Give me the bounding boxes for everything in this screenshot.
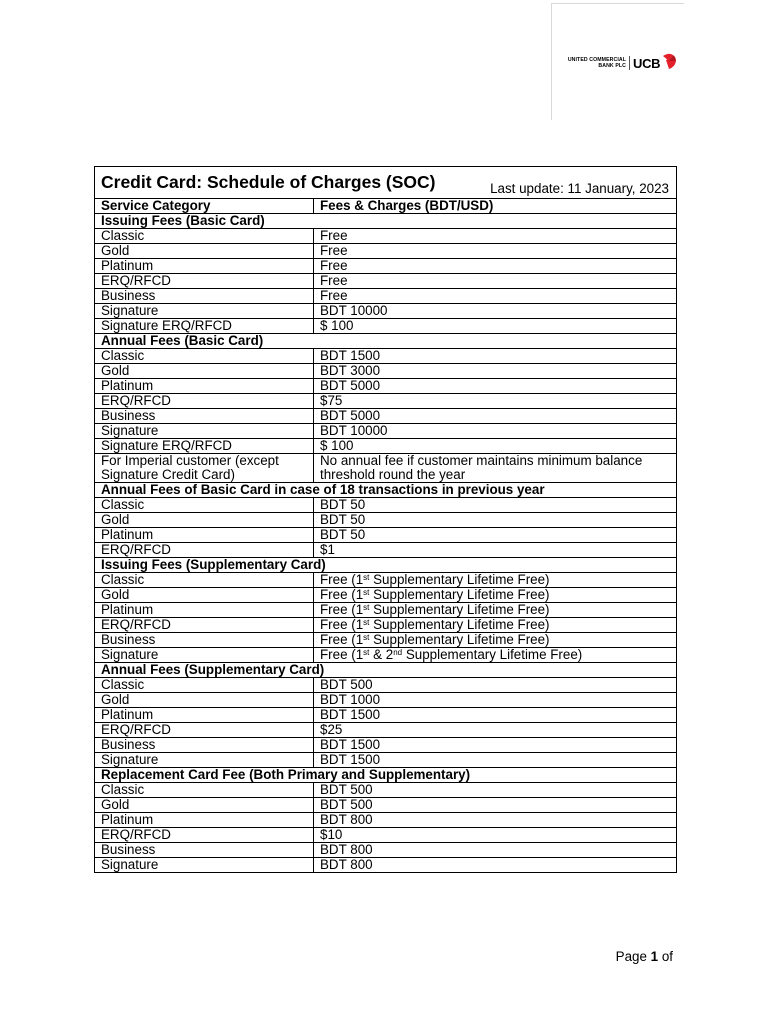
table-row: [95, 394, 677, 409]
fee-cell: BDT 50: [314, 528, 677, 543]
fee-cell: BDT 800: [314, 843, 677, 858]
header-rule-vertical: [551, 4, 552, 120]
section-heading: Annual Fees of Basic Card in case of 18 transactions in previous year: [95, 483, 677, 498]
table-row: [95, 424, 677, 439]
service-category-cell: ERQ/RFCD: [95, 723, 314, 738]
table-row: [95, 603, 677, 618]
service-category-cell: Signature: [95, 304, 314, 319]
fee-cell: BDT 1000: [314, 693, 677, 708]
service-category-cell: Platinum: [95, 259, 314, 274]
service-category-cell: Classic: [95, 498, 314, 513]
table-row: [95, 693, 677, 708]
fee-cell: $25: [314, 723, 677, 738]
service-category-cell: Classic: [95, 349, 314, 364]
fee-cell: Free: [314, 274, 677, 289]
service-category-cell: For Imperial customer (except Signature Credit Card): [95, 454, 314, 483]
table-row: [95, 798, 677, 813]
page-number: 1: [650, 949, 659, 964]
service-category-cell: Gold: [95, 364, 314, 379]
section-heading-row: [95, 334, 677, 349]
table-row: [95, 858, 677, 873]
table-row: [95, 828, 677, 843]
bank-name: UNITED COMMERCIAL BANK PLC: [567, 57, 626, 69]
service-category-cell: Platinum: [95, 708, 314, 723]
table-row: [95, 678, 677, 693]
service-category-cell: Business: [95, 738, 314, 753]
bank-logo: [553, 52, 685, 74]
section-heading-row: [95, 214, 677, 229]
service-category-cell: Signature: [95, 753, 314, 768]
page-footer: Page 1 of: [615, 949, 673, 964]
table-row: [95, 304, 677, 319]
service-category-cell: ERQ/RFCD: [95, 543, 314, 558]
service-category-cell: Classic: [95, 573, 314, 588]
service-category-cell: Platinum: [95, 528, 314, 543]
fee-cell: Free (1st Supplementary Lifetime Free): [314, 633, 677, 648]
table-row: [95, 843, 677, 858]
fee-cell: BDT 500: [314, 678, 677, 693]
service-category-cell: Business: [95, 409, 314, 424]
service-category-cell: Signature: [95, 648, 314, 663]
table-row: [95, 618, 677, 633]
table-row: [95, 454, 677, 483]
fee-cell: $10: [314, 828, 677, 843]
fee-cell: BDT 3000: [314, 364, 677, 379]
column-header-category: Service Category: [95, 199, 314, 214]
table-row: [95, 738, 677, 753]
fee-cell: BDT 50: [314, 513, 677, 528]
fee-cell: No annual fee if customer maintains minimum balance threshold round the year: [314, 454, 677, 483]
last-update: Last update: 11 January, 2023: [490, 181, 669, 196]
service-category-cell: Signature ERQ/RFCD: [95, 319, 314, 334]
table-row: [95, 723, 677, 738]
service-category-cell: Gold: [95, 244, 314, 259]
fee-cell: $ 100: [314, 319, 677, 334]
column-header-fees: Fees & Charges (BDT/USD): [314, 199, 677, 214]
service-category-cell: Platinum: [95, 379, 314, 394]
table-title-row: [95, 167, 677, 199]
table-row: [95, 813, 677, 828]
table-row: [95, 364, 677, 379]
section-heading: Issuing Fees (Basic Card): [95, 214, 677, 229]
fee-cell: Free (1st & 2nd Supplementary Lifetime Free): [314, 648, 677, 663]
section-heading-row: [95, 768, 677, 783]
schedule-of-charges-table: [94, 166, 677, 873]
fee-cell: Free: [314, 229, 677, 244]
service-category-cell: Gold: [95, 588, 314, 603]
table-row: [95, 783, 677, 798]
section-heading: Replacement Card Fee (Both Primary and Supplementary): [95, 768, 677, 783]
table-row: [95, 633, 677, 648]
fee-cell: $1: [314, 543, 677, 558]
section-heading: Annual Fees (Supplementary Card): [95, 663, 677, 678]
service-category-cell: ERQ/RFCD: [95, 618, 314, 633]
table-row: [95, 528, 677, 543]
fee-cell: Free (1st Supplementary Lifetime Free): [314, 573, 677, 588]
service-category-cell: Business: [95, 289, 314, 304]
service-category-cell: Platinum: [95, 813, 314, 828]
fee-cell: Free (1st Supplementary Lifetime Free): [314, 618, 677, 633]
table-title: Credit Card: Schedule of Charges (SOC): [101, 172, 436, 192]
ucb-red-ribbon-icon: [661, 52, 678, 75]
table-row: [95, 439, 677, 454]
service-category-cell: ERQ/RFCD: [95, 394, 314, 409]
fee-cell: Free: [314, 244, 677, 259]
table-row: [95, 573, 677, 588]
logo-divider: [629, 56, 630, 70]
table-row: [95, 498, 677, 513]
service-category-cell: Platinum: [95, 603, 314, 618]
fee-cell: Free: [314, 259, 677, 274]
column-header-row: [95, 199, 677, 214]
service-category-cell: Business: [95, 633, 314, 648]
section-heading: Annual Fees (Basic Card): [95, 334, 677, 349]
logo-wordmark: UCB: [633, 55, 661, 71]
fee-cell: BDT 5000: [314, 409, 677, 424]
service-category-cell: Gold: [95, 693, 314, 708]
section-heading-row: [95, 483, 677, 498]
header-rule-horizontal: [551, 3, 684, 4]
table-row: [95, 648, 677, 663]
service-category-cell: Signature ERQ/RFCD: [95, 439, 314, 454]
table-row: [95, 753, 677, 768]
fee-cell: BDT 1500: [314, 753, 677, 768]
service-category-cell: Classic: [95, 229, 314, 244]
service-category-cell: Gold: [95, 513, 314, 528]
fee-cell: BDT 5000: [314, 379, 677, 394]
fee-cell: BDT 1500: [314, 349, 677, 364]
fee-cell: $75: [314, 394, 677, 409]
table-row: [95, 379, 677, 394]
table-row: [95, 543, 677, 558]
fee-cell: BDT 50: [314, 498, 677, 513]
table-row: [95, 708, 677, 723]
table-row: [95, 244, 677, 259]
fee-cell: BDT 10000: [314, 424, 677, 439]
table-row: [95, 588, 677, 603]
table-row: [95, 409, 677, 424]
fee-cell: BDT 1500: [314, 738, 677, 753]
service-category-cell: Signature: [95, 424, 314, 439]
table-row: [95, 229, 677, 244]
fee-cell: $ 100: [314, 439, 677, 454]
section-heading-row: [95, 558, 677, 573]
service-category-cell: Gold: [95, 798, 314, 813]
service-category-cell: Signature: [95, 858, 314, 873]
table-row: [95, 319, 677, 334]
table-row: [95, 349, 677, 364]
fee-cell: Free: [314, 289, 677, 304]
fee-cell: BDT 10000: [314, 304, 677, 319]
fee-cell: BDT 500: [314, 798, 677, 813]
fee-cell: BDT 1500: [314, 708, 677, 723]
service-category-cell: ERQ/RFCD: [95, 828, 314, 843]
fee-cell: Free (1st Supplementary Lifetime Free): [314, 603, 677, 618]
fee-cell: BDT 800: [314, 813, 677, 828]
section-heading: Issuing Fees (Supplementary Card): [95, 558, 677, 573]
service-category-cell: Business: [95, 843, 314, 858]
fee-cell: BDT 500: [314, 783, 677, 798]
service-category-cell: Classic: [95, 678, 314, 693]
table-row: [95, 259, 677, 274]
service-category-cell: ERQ/RFCD: [95, 274, 314, 289]
fee-cell: Free (1st Supplementary Lifetime Free): [314, 588, 677, 603]
service-category-cell: Classic: [95, 783, 314, 798]
section-heading-row: [95, 663, 677, 678]
fee-cell: BDT 800: [314, 858, 677, 873]
table-row: [95, 274, 677, 289]
table-row: [95, 513, 677, 528]
table-row: [95, 289, 677, 304]
